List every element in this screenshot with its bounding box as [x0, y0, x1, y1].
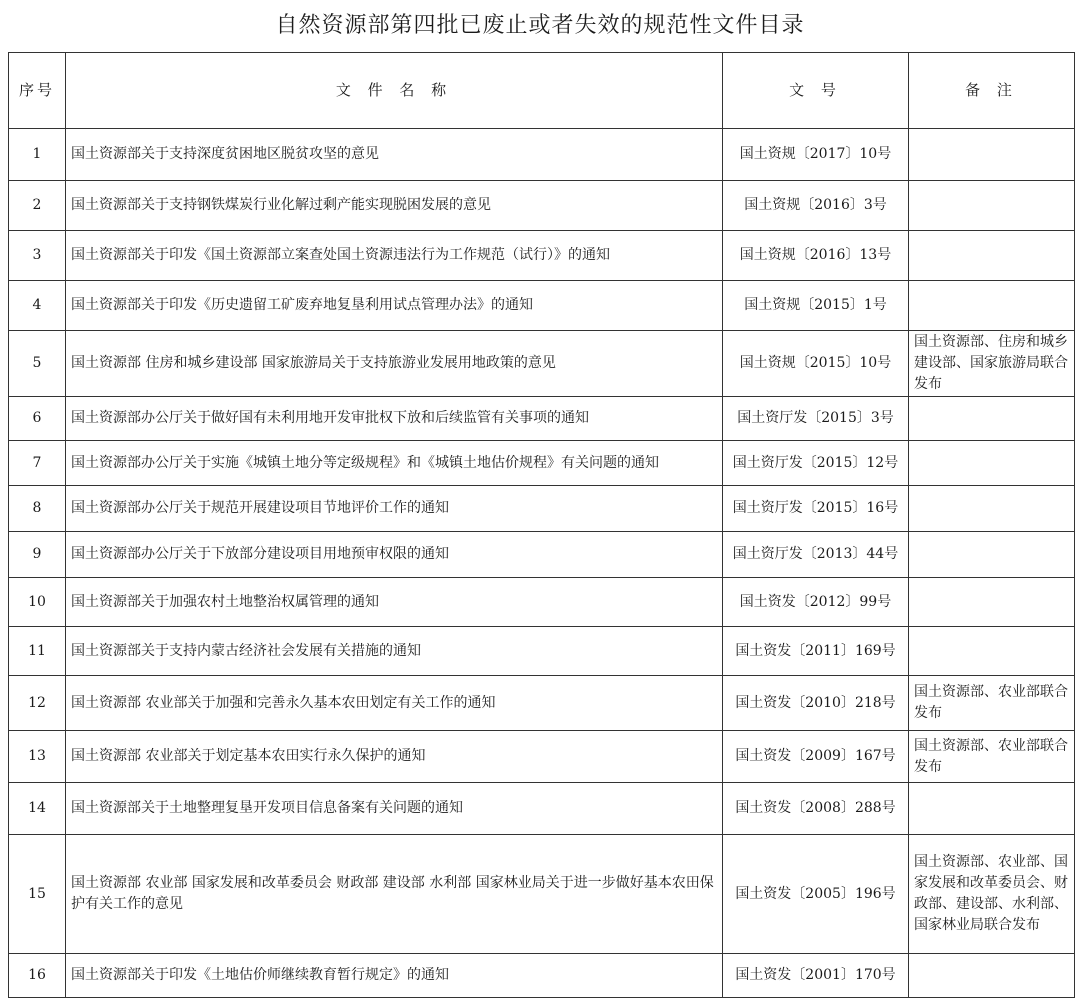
row-document-number: 国土资规〔2017〕10号 [723, 129, 909, 181]
row-number: 11 [9, 627, 66, 676]
table-row [9, 578, 1075, 627]
row-file-name: 国土资源部办公厅关于规范开展建设项目节地评价工作的通知 [66, 486, 723, 532]
row-number: 10 [9, 578, 66, 627]
document-title: 自然资源部第四批已废止或者失效的规范性文件目录 [275, 13, 805, 38]
row-file-name: 国土资源部办公厅关于做好国有未利用地开发审批权下放和后续监管有关事项的通知 [66, 397, 723, 441]
row-number: 13 [9, 731, 66, 783]
table-row [9, 731, 1075, 783]
table-row [9, 331, 1075, 397]
row-remarks [909, 397, 1075, 441]
row-file-name: 国土资源部 农业部关于加强和完善永久基本农田划定有关工作的通知 [66, 676, 723, 731]
row-number: 2 [9, 181, 66, 231]
table-row [9, 835, 1075, 954]
row-file-name: 国土资源部关于支持钢铁煤炭行业化解过剩产能实现脱困发展的意见 [66, 181, 723, 231]
row-document-number: 国土资发〔2005〕196号 [723, 835, 909, 954]
table-row [9, 397, 1075, 441]
table-row [9, 441, 1075, 486]
row-number: 16 [9, 954, 66, 998]
row-document-number: 国土资发〔2012〕99号 [723, 578, 909, 627]
table-row [9, 627, 1075, 676]
row-number: 8 [9, 486, 66, 532]
row-file-name: 国土资源部关于印发《历史遗留工矿废弃地复垦利用试点管理办法》的通知 [66, 281, 723, 331]
row-file-name: 国土资源部办公厅关于下放部分建设项目用地预审权限的通知 [66, 532, 723, 578]
document-table [8, 52, 1075, 998]
row-remarks: 国土资源部、农业部联合发布 [909, 731, 1075, 783]
table-row [9, 532, 1075, 578]
row-number: 9 [9, 532, 66, 578]
row-file-name: 国土资源部 农业部 国家发展和改革委员会 财政部 建设部 水利部 国家林业局关于进一步做好基本农田保护有关工作的意见 [66, 835, 723, 954]
row-number: 7 [9, 441, 66, 486]
row-document-number: 国土资厅发〔2015〕16号 [723, 486, 909, 532]
row-document-number: 国土资发〔2009〕167号 [723, 731, 909, 783]
row-remarks [909, 578, 1075, 627]
header-remarks: 备 注 [909, 53, 1075, 129]
row-document-number: 国土资规〔2015〕1号 [723, 281, 909, 331]
row-remarks [909, 627, 1075, 676]
row-file-name: 国土资源部 农业部关于划定基本农田实行永久保护的通知 [66, 731, 723, 783]
table-row [9, 783, 1075, 835]
header-number: 序号 [9, 53, 66, 129]
row-remarks [909, 532, 1075, 578]
row-document-number: 国土资规〔2016〕13号 [723, 231, 909, 281]
row-file-name: 国土资源部关于印发《土地估价师继续教育暂行规定》的通知 [66, 954, 723, 998]
header-file-name: 文 件 名 称 [66, 53, 723, 129]
row-number: 1 [9, 129, 66, 181]
row-remarks [909, 954, 1075, 998]
row-number: 4 [9, 281, 66, 331]
row-remarks: 国土资源部、农业部、国家发展和改革委员会、财政部、建设部、水利部、国家林业局联合发布 [909, 835, 1075, 954]
row-document-number: 国土资发〔2008〕288号 [723, 783, 909, 835]
row-remarks [909, 181, 1075, 231]
row-document-number: 国土资规〔2016〕3号 [723, 181, 909, 231]
row-document-number: 国土资发〔2001〕170号 [723, 954, 909, 998]
row-remarks [909, 486, 1075, 532]
table-row [9, 954, 1075, 998]
row-number: 12 [9, 676, 66, 731]
row-document-number: 国土资发〔2011〕169号 [723, 627, 909, 676]
table-header-row [9, 53, 1075, 129]
table-body [9, 129, 1075, 998]
header-document-number: 文 号 [723, 53, 909, 129]
row-document-number: 国土资厅发〔2015〕12号 [723, 441, 909, 486]
row-document-number: 国土资厅发〔2015〕3号 [723, 397, 909, 441]
row-remarks [909, 281, 1075, 331]
row-file-name: 国土资源部 住房和城乡建设部 国家旅游局关于支持旅游业发展用地政策的意见 [66, 331, 723, 397]
table-row [9, 676, 1075, 731]
row-number: 6 [9, 397, 66, 441]
row-document-number: 国土资规〔2015〕10号 [723, 331, 909, 397]
row-remarks [909, 231, 1075, 281]
row-number: 15 [9, 835, 66, 954]
table-row [9, 181, 1075, 231]
row-remarks [909, 783, 1075, 835]
row-number: 3 [9, 231, 66, 281]
row-remarks [909, 129, 1075, 181]
row-document-number: 国土资发〔2010〕218号 [723, 676, 909, 731]
row-file-name: 国土资源部办公厅关于实施《城镇土地分等定级规程》和《城镇土地估价规程》有关问题的通知 [66, 441, 723, 486]
row-file-name: 国土资源部关于土地整理复垦开发项目信息备案有关问题的通知 [66, 783, 723, 835]
table-row [9, 281, 1075, 331]
row-document-number: 国土资厅发〔2013〕44号 [723, 532, 909, 578]
row-remarks [909, 441, 1075, 486]
table-row [9, 231, 1075, 281]
table-row [9, 486, 1075, 532]
row-file-name: 国土资源部关于支持深度贫困地区脱贫攻坚的意见 [66, 129, 723, 181]
row-number: 5 [9, 331, 66, 397]
row-remarks: 国土资源部、农业部联合发布 [909, 676, 1075, 731]
table-row [9, 129, 1075, 181]
row-file-name: 国土资源部关于加强农村土地整治权属管理的通知 [66, 578, 723, 627]
row-file-name: 国土资源部关于支持内蒙古经济社会发展有关措施的通知 [66, 627, 723, 676]
row-remarks: 国土资源部、住房和城乡建设部、国家旅游局联合发布 [909, 331, 1075, 397]
row-file-name: 国土资源部关于印发《国土资源部立案查处国土资源违法行为工作规范（试行）》的通知 [66, 231, 723, 281]
row-number: 14 [9, 783, 66, 835]
